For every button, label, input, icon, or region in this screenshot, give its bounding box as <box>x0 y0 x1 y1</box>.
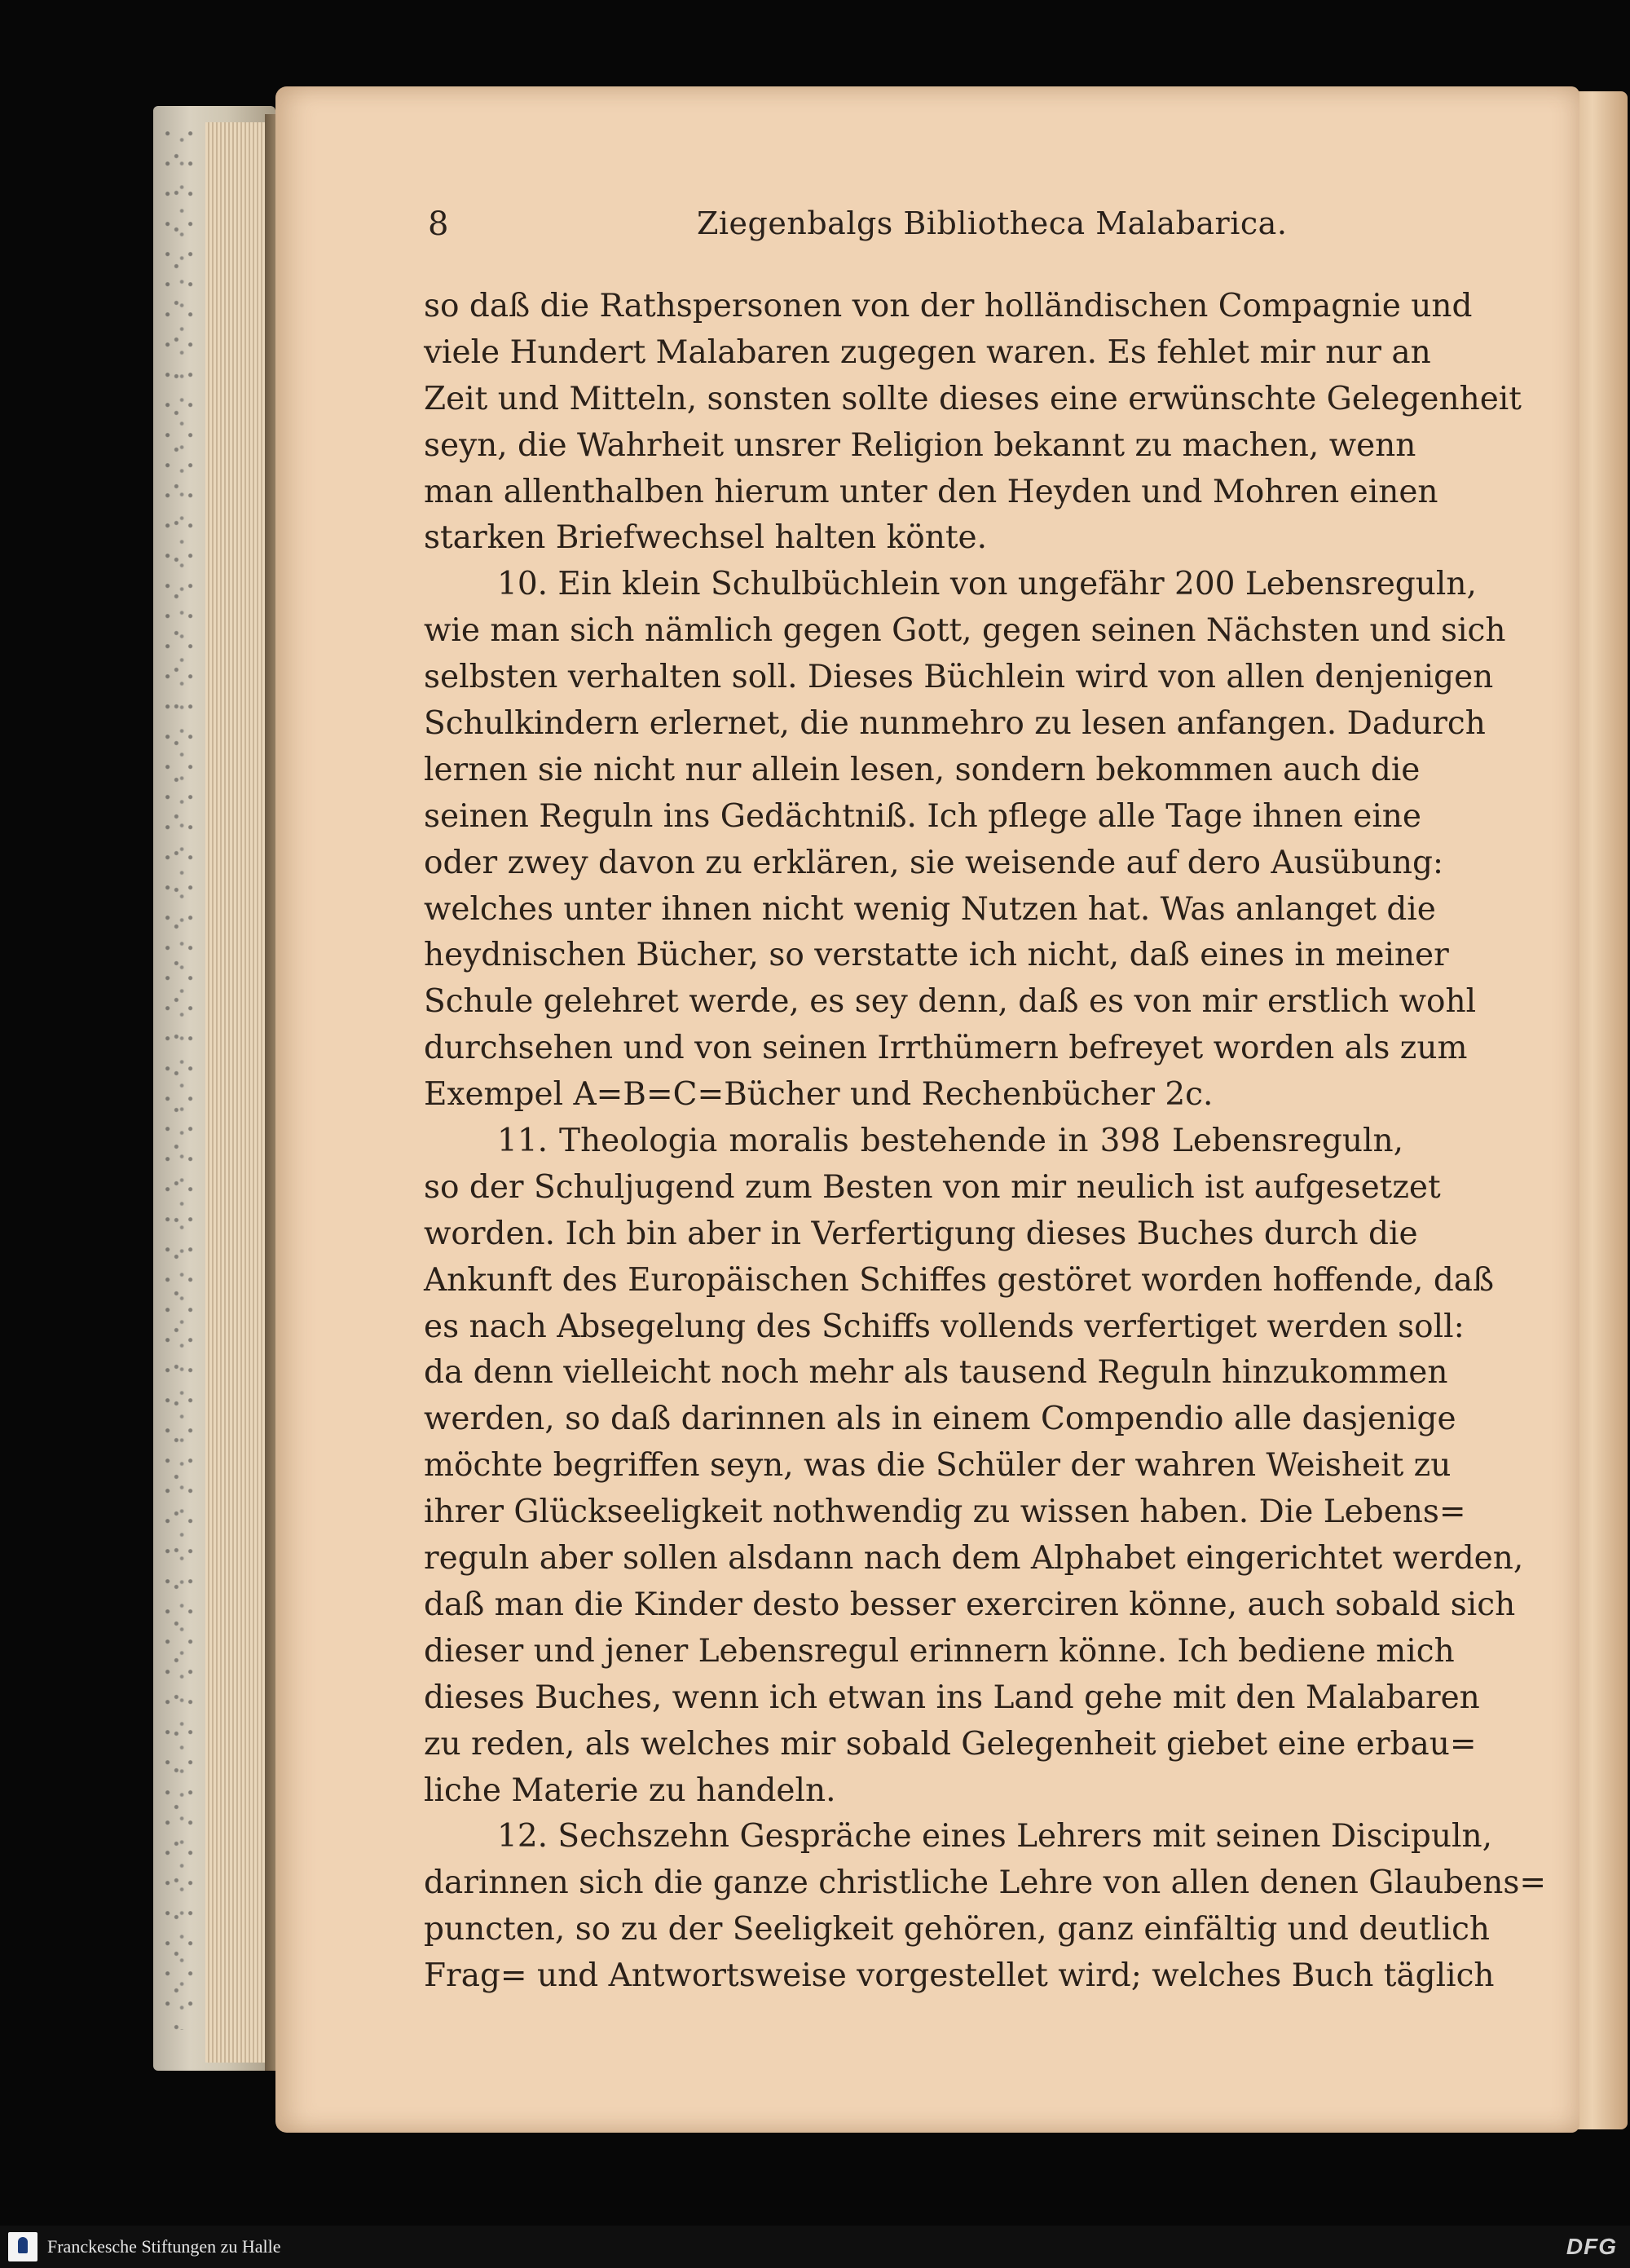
page-number: 8 <box>428 205 449 243</box>
text-line: oder zwey davon zu erklären, sie weisende auf dero Ausübung: <box>424 844 1444 881</box>
dfg-logo: DFG <box>1566 2234 1617 2259</box>
text-line: starken Briefwechsel halten könte. <box>424 519 987 557</box>
text-line: reguln aber sollen alsdann nach dem Alphabet eingerichtet werden, <box>424 1540 1524 1577</box>
text-line: dieses Buches, wenn ich etwan ins Land gehe mit den Malabaren <box>424 1679 1480 1716</box>
text-line: Zeit und Mitteln, sonsten sollte dieses eine erwünschte Gelegenheit <box>424 380 1522 417</box>
text-line: 10. Ein klein Schulbüchlein von ungefähr 200 Lebensreguln, <box>497 566 1477 603</box>
text-line: Schule gelehret werde, es sey denn, daß es von mir erstlich wohl <box>424 983 1477 1021</box>
page-header <box>428 205 1422 254</box>
text-line: lernen sie nicht nur allein lesen, sondern bekommen auch die <box>424 751 1421 788</box>
viewer-footer <box>0 2226 1630 2268</box>
text-line: 12. Sechszehn Gespräche eines Lehrers mit seinen Discipuln, <box>497 1818 1492 1855</box>
text-line: werden, so daß darinnen als in einem Compendio alle dasjenige <box>424 1401 1456 1438</box>
francke-foundation-logo-icon <box>8 2232 37 2261</box>
text-line: puncten, so zu der Seeligkeit gehören, ganz einfältig und deutlich <box>424 1911 1491 1948</box>
running-head: Ziegenbalgs Bibliotheca Malabarica. <box>697 205 1288 241</box>
text-line: so daß die Rathspersonen von der holländischen Compagnie und <box>424 288 1473 324</box>
text-line: heydnischen Bücher, so verstatte ich nicht, daß eines in meiner <box>424 937 1449 974</box>
text-line: man allenthalben hierum unter den Heyden und Mohren einen <box>424 473 1438 510</box>
text-line: Ankunft des Europäischen Schiffes gestöret worden hoffende, daß <box>424 1261 1495 1299</box>
text-line: seyn, die Wahrheit unsrer Religion bekannt zu machen, wenn <box>424 426 1416 464</box>
text-line: liche Materie zu handeln. <box>424 1772 836 1809</box>
text-line: 11. Theologia moralis bestehende in 398 Lebensreguln, <box>497 1123 1403 1160</box>
text-line: es nach Absegelung des Schiffs vollends verfertiget werden soll: <box>424 1308 1465 1345</box>
text-line: so der Schuljugend zum Besten von mir neulich ist aufgesetzet <box>424 1168 1441 1206</box>
text-line: seinen Reguln ins Gedächtniß. Ich pflege alle Tage ihnen eine <box>424 797 1421 835</box>
body-text <box>424 284 1547 2000</box>
text-line: welches unter ihnen nicht wenig Nutzen hat. Was anlanget die <box>424 890 1436 928</box>
text-line: zu reden, als welches mir sobald Gelegenheit giebet eine erbau= <box>424 1725 1477 1763</box>
text-line: worden. Ich bin aber in Verfertigung dieses Buches durch die <box>424 1215 1418 1252</box>
text-line: viele Hundert Malabaren zugegen waren. Es fehlet mir nur an <box>424 333 1431 371</box>
text-line: wie man sich nämlich gegen Gott, gegen seinen Nächsten und sich <box>424 612 1506 650</box>
text-line: ihrer Glückseeligkeit nothwendig zu wissen haben. Die Lebens= <box>424 1494 1466 1531</box>
institution-label: Franckesche Stiftungen zu Halle <box>47 2236 281 2257</box>
text-line: daß man die Kinder desto besser exerciren könne, auch sobald sich <box>424 1586 1516 1623</box>
text-line: möchte begriffen seyn, was die Schüler der wahren Weisheit zu <box>424 1447 1452 1485</box>
text-line: da denn vielleicht noch mehr als tausend Reguln hinzukommen <box>424 1354 1448 1392</box>
text-line: selbsten verhalten soll. Dieses Büchlein wird von allen denjenigen <box>424 659 1494 696</box>
text-line: dieser und jener Lebensregul erinnern könne. Ich bediene mich <box>424 1632 1455 1670</box>
text-line: darinnen sich die ganze christliche Lehre von allen denen Glaubens= <box>424 1864 1547 1902</box>
text-line: Exempel A=B=C=Bücher und Rechenbücher 2c. <box>424 1076 1214 1114</box>
text-line: Schulkindern erlernet, die nunmehro zu lesen anfangen. Dadurch <box>424 705 1486 743</box>
text-line: durchsehen und von seinen Irrthümern befreyet worden als zum <box>424 1030 1468 1067</box>
text-line: Frag= und Antwortsweise vorgestellet wird; welches Buch täglich <box>424 1957 1495 1995</box>
